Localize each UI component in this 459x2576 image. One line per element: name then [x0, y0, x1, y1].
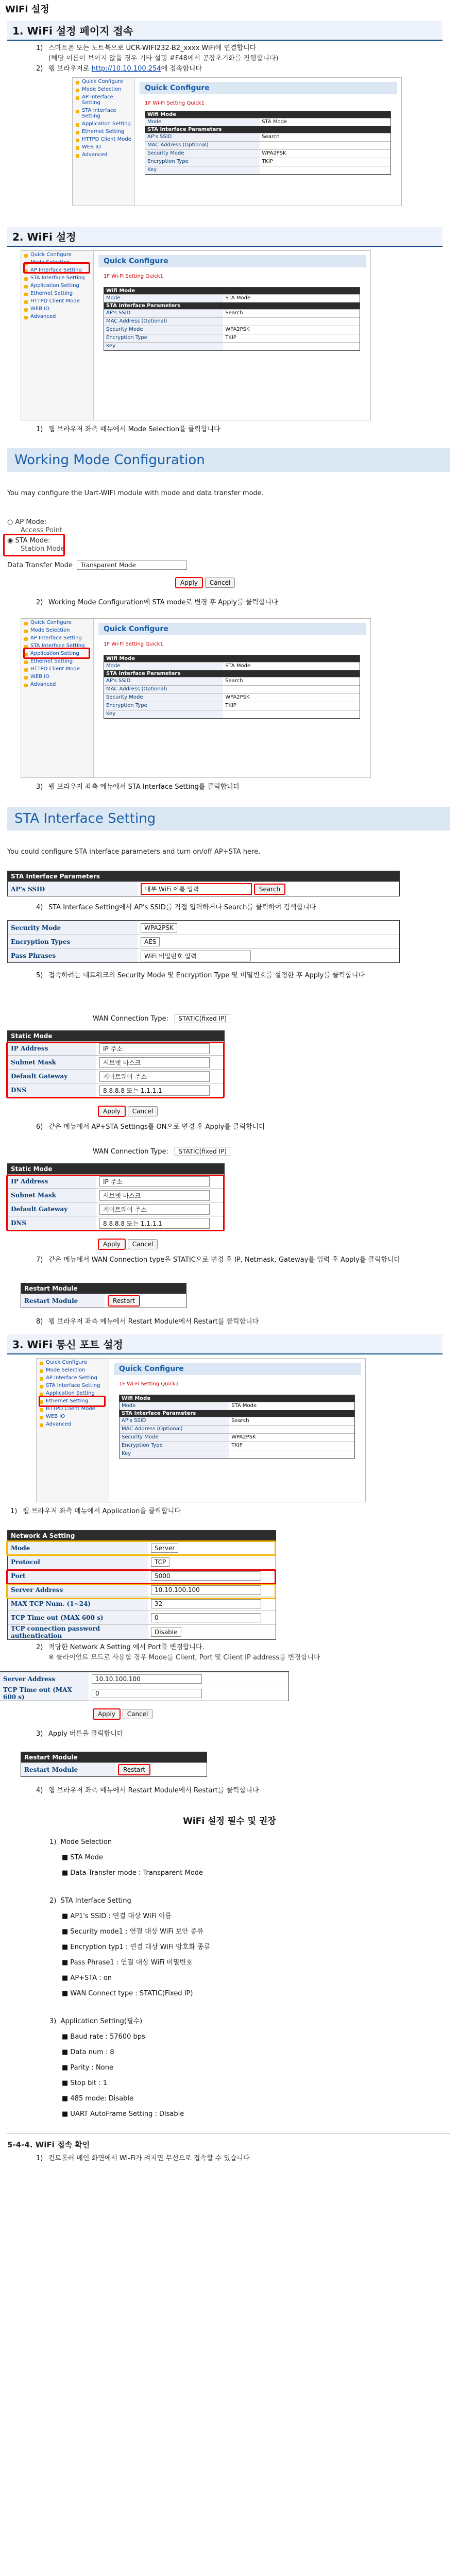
s4-item1b: ■ Data Transfer mode : Transparent Mode [62, 1869, 203, 1877]
sta-mode-sub: Station Mode [21, 545, 65, 553]
screenshot-quick-configure [72, 77, 402, 206]
menu-item[interactable]: Application Setting [21, 650, 93, 657]
config-url-link[interactable]: http://10.10.100.254 [91, 65, 161, 73]
highlight-mode-yellow [6, 1540, 276, 1556]
grid-key: AP's SSID [120, 1417, 229, 1425]
s2-step5 [36, 971, 438, 981]
pass-input[interactable]: WiFi 비밀번호 입력 [141, 951, 251, 961]
grid-key: Encryption Type [120, 1442, 229, 1450]
form-header: Restart Module [21, 1752, 207, 1762]
s4-item2f: ■ WAN Connect type : STATIC(Fixed IP) [62, 1990, 193, 1997]
menu-sidebar [21, 619, 94, 777]
grid-value[interactable]: WPA2PSK [231, 1434, 256, 1440]
ip-input[interactable]: IP 주소 [99, 1043, 210, 1054]
wm-buttons [175, 577, 235, 588]
menu-item[interactable]: Quick Configure [37, 1359, 109, 1366]
protocol-select[interactable]: TCP [151, 1557, 169, 1567]
wan-label: WAN Connection Type: [93, 1148, 168, 1156]
dns-input[interactable]: 8.8.8.8 또는 1.1.1.1 [99, 1085, 210, 1096]
s4-item3 [49, 2016, 142, 2027]
max-tcp-input[interactable]: 32 [151, 1599, 261, 1608]
step-text: 컨트롤러 메인 화면에서 Wi-Fi가 켜지면 무선으로 접속할 수 있습니다 [48, 2155, 250, 2162]
s2-step3 [36, 782, 438, 792]
grid-header: STA Interface Parameters [145, 126, 390, 133]
item-num: 2) [49, 1897, 57, 1905]
grid-key: MAC Address (Optional) [104, 318, 223, 326]
menu-item[interactable]: Ethernet Setting [21, 290, 93, 297]
wan-type-row-2 [93, 1147, 230, 1156]
grid-key: Encryption Type [145, 158, 260, 166]
grid-value[interactable]: STA Mode [231, 1403, 257, 1409]
grid-value[interactable]: STA Mode [262, 119, 287, 125]
step-num: 3) [36, 1730, 43, 1738]
restart-button[interactable]: Restart [118, 1764, 150, 1775]
highlight-static-fields-2 [6, 1175, 225, 1231]
grid-key: Key [145, 166, 260, 174]
menu-item[interactable]: Application Setting [21, 282, 93, 290]
apply-button[interactable]: Apply [93, 1708, 121, 1720]
grid-value[interactable]: WPA2PSK [225, 694, 250, 700]
tcp-pw-select[interactable]: Disable [151, 1628, 181, 1637]
wan-type-row-1 [93, 1014, 230, 1023]
s3-step2-sub: ※ 클라이언트 모드로 사용할 경우 Mode를 Client, Port 및 Client IP address를 변경합니다 [48, 1654, 320, 1662]
menu-item[interactable]: Application Setting [73, 120, 134, 128]
s2-step4 [36, 903, 438, 913]
s4-item2b: ■ Security mode1 : 연결 대상 WiFi 보안 종류 [62, 1928, 204, 1936]
qc-title: Quick Configure [114, 1363, 361, 1375]
grid-search-button[interactable]: Search [231, 1418, 249, 1423]
item-text: Mode Selection [60, 1838, 112, 1846]
tcp-pw-label: TCP connection password authentication [8, 1625, 148, 1639]
s3-step1 [10, 1506, 412, 1517]
step-text: 웹 브라우저 좌측 메뉴에서 STA Interface Setting를 클릭합니다 [48, 783, 240, 791]
mask-input[interactable]: 서브넷 마스크 [99, 1057, 210, 1068]
s4-item2a: ■ AP1's SSID : 연결 대상 WiFi 이름 [62, 1912, 172, 1920]
item-text: STA Interface Setting [60, 1897, 131, 1905]
wan-select[interactable]: STATIC(fixed IP) [175, 1014, 230, 1023]
apply-button[interactable]: Apply [175, 577, 203, 588]
screenshot-application-menu [36, 1358, 366, 1502]
gateway-label: Default Gateway [8, 1202, 96, 1216]
network-a-form-partial [0, 1671, 289, 1701]
sta-setting-desc: You could configure STA interface parameters and turn on/off AP+STA here. [7, 848, 261, 856]
step-num: 1) [36, 44, 43, 52]
grid-value[interactable]: WPA2PSK [262, 150, 286, 156]
grid-key: Security Mode [120, 1434, 229, 1442]
restart-label: Restart Module [21, 1294, 105, 1308]
qc-grid [119, 1395, 355, 1459]
qc-title: Quick Configure [98, 623, 366, 635]
cancel-button[interactable]: Cancel [128, 1106, 158, 1116]
menu-item[interactable]: HTTPD Client Mode [21, 665, 93, 673]
item-text: WAN Connect type : STATIC(Fixed IP) [70, 1990, 193, 1997]
wan-label: WAN Connection Type: [93, 1015, 168, 1023]
highlight-sta-interface [23, 648, 90, 659]
highlight-application [39, 1396, 106, 1407]
menu-item[interactable]: AP Interface Setting [21, 634, 93, 642]
grid-key: MAC Address (Optional) [104, 686, 223, 693]
menu-item[interactable]: STA Interface Setting [21, 274, 93, 282]
s4-item2c: ■ Encryption typ1 : 연결 대상 WiFi 암호화 종류 [62, 1943, 211, 1951]
qc-grid [145, 111, 391, 175]
timeout-label: TCP Time out (MAX 600 s) [8, 1611, 148, 1624]
menu-item[interactable]: AP Interface Setting [37, 1374, 109, 1382]
screenshot-mode-selection [21, 250, 371, 420]
s4-item3a: ■ Baud rate : 57600 bps [62, 2033, 145, 2041]
step-num: 5) [36, 972, 43, 979]
s1-step1-sub: (해당 이름이 보이지 않을 경우 기타 설명 #F48에서 공장초기화를 진행합니다) [48, 55, 279, 62]
wan-select[interactable]: STATIC(fixed IP) [175, 1147, 230, 1156]
ap-mode-option[interactable]: ○ AP Mode: [7, 518, 47, 526]
dns-input[interactable]: 8.8.8.8 또는 1.1.1.1 [99, 1218, 210, 1229]
step-num: 1) [10, 1507, 18, 1515]
s2-step1 [36, 425, 438, 435]
qc-grid [104, 287, 360, 351]
dtm-label: Data Transfer Mode [7, 562, 73, 569]
step-num: 6) [36, 1123, 43, 1131]
step-text: Apply 버튼을 클릭합니다 [48, 1730, 124, 1738]
sta-params-form [7, 871, 400, 896]
qc-title: Quick Configure [140, 82, 397, 94]
s4-item3d: ■ Stop bit : 1 [62, 2079, 107, 2087]
server-address-input[interactable]: 10.10.100.100 [151, 1585, 261, 1595]
step-text: 적당한 Network A Setting 에서 Port를 변경합니다. [48, 1643, 205, 1651]
highlight-static-fields [6, 1042, 225, 1098]
section-4-heading: WiFi 설정 필수 및 권장 [183, 1816, 276, 1826]
grid-key: MAC Address (Optional) [120, 1426, 229, 1433]
step-num: 4) [36, 1787, 43, 1794]
app-buttons [93, 1708, 152, 1720]
ip-input[interactable]: IP 주소 [99, 1176, 210, 1187]
dns-label: DNS [8, 1216, 96, 1230]
grid-key: Key [120, 1450, 229, 1458]
restart-label: Restart Module [21, 1763, 115, 1776]
grid-key: AP's SSID [145, 133, 260, 141]
step-text-post: 에 접속합니다 [161, 65, 202, 73]
ip-label: IP Address [8, 1042, 96, 1055]
server-address-label: Server Address [0, 1672, 89, 1686]
working-mode-desc: You may configure the Uart-WIFI module with mode and data transfer mode. [7, 489, 264, 497]
grid-key: Key [104, 710, 223, 718]
gateway-input[interactable]: 게이트웨이 주소 [99, 1071, 210, 1082]
grid-key: Encryption Type [104, 702, 223, 710]
max-tcp-label: MAX TCP Num. (1~24) [8, 1597, 148, 1611]
form-header: STA Interface Parameters [8, 871, 399, 882]
s2-step2 [36, 598, 438, 608]
s4-item1a: ■ STA Mode [62, 1854, 104, 1861]
s5-step1 [36, 2154, 438, 2164]
item-text: Parity : None [70, 2064, 113, 2072]
menu-item[interactable]: Ethernet Setting [73, 128, 134, 135]
mode-select[interactable]: Server [151, 1544, 178, 1553]
qc-wifi-label: 1F Wi-Fi Setting Quick1 [104, 274, 163, 279]
menu-item[interactable]: Application Setting [37, 1389, 109, 1397]
grid-key: Security Mode [104, 694, 223, 702]
restart-button[interactable]: Restart [108, 1295, 140, 1307]
cancel-button[interactable]: Cancel [128, 1239, 158, 1249]
item-text: AP1's SSID : 연결 대상 WiFi 이름 [70, 1912, 172, 1920]
s4-item3f: ■ UART AutoFrame Setting : Disable [62, 2110, 184, 2118]
s2-step6 [36, 1122, 438, 1132]
dtm-select[interactable]: Transparent Mode [77, 561, 187, 570]
highlight-sta-mode [3, 534, 65, 556]
ssid-input[interactable]: 내부 WiFi 이름 입력 [141, 883, 252, 895]
menu-item[interactable]: Quick Configure [21, 619, 93, 626]
qc-wifi-label: 1F Wi-Fi Setting Quick1 [145, 100, 205, 106]
menu-item[interactable]: Mode Selection [21, 626, 93, 634]
screenshot-sta-menu [21, 618, 371, 778]
dns-label: DNS [8, 1083, 96, 1097]
mode-label: Mode [8, 1541, 148, 1555]
mask-label: Subnet Mask [8, 1056, 96, 1069]
port-label: Port [8, 1569, 148, 1583]
item-text: 485 mode: Disable [70, 2095, 133, 2103]
grid-header: STA Interface Parameters [104, 302, 360, 309]
grid-header: STA Interface Parameters [104, 670, 360, 677]
step-text: 웹 브라우저 좌측 메뉴에서 Application을 클릭합니다 [23, 1507, 181, 1515]
item-text: STA Mode [70, 1854, 104, 1861]
menu-item[interactable]: HTTPD Client Mode [73, 135, 134, 143]
step-num: 2) [36, 599, 43, 606]
item-text: Pass Phrase1 : 연결 대상 WiFi 비밀번호 [70, 1959, 193, 1967]
security-form [7, 920, 400, 963]
static-buttons-2 [98, 1239, 158, 1250]
step-text: STA Interface Setting에서 AP's SSID를 직접 입력하거나 Search를 클릭하여 검색합니다 [48, 904, 316, 911]
doc-title: WiFi 설정 [5, 4, 49, 15]
mask-input[interactable]: 서브넷 마스크 [99, 1190, 210, 1201]
section-5-heading: 5-4-4. WiFi 접속 확인 [7, 2140, 90, 2149]
grid-value[interactable]: TKIP [225, 703, 236, 708]
item-text: Baud rate : 57600 bps [70, 2033, 145, 2041]
grid-search-button[interactable]: Search [225, 678, 243, 684]
step-num: 8) [36, 1318, 43, 1326]
qc-title: Quick Configure [98, 255, 366, 267]
grid-search-button[interactable]: Search [225, 310, 243, 316]
grid-key: Mode [120, 1402, 229, 1410]
static-buttons [98, 1106, 158, 1117]
menu-item[interactable]: Mode Selection [37, 1366, 109, 1374]
s3-step2 [36, 1642, 438, 1653]
sta-setting-title: STA Interface Setting [7, 807, 450, 831]
item-text: Encryption typ1 : 연결 대상 WiFi 암호화 종류 [70, 1943, 211, 1951]
encryption-label: Encryption Types [8, 935, 138, 948]
menu-item[interactable]: STA Interface Setting [73, 107, 134, 120]
menu-item[interactable]: Quick Configure [73, 78, 134, 86]
menu-item[interactable]: Advanced [37, 1420, 109, 1428]
grid-key: Mode [145, 118, 260, 126]
s4-item1 [49, 1837, 112, 1848]
step-num: 3) [36, 783, 43, 791]
section-2-heading: 2. WiFi 설정 [7, 227, 443, 247]
timeout-input[interactable]: 0 [151, 1613, 261, 1622]
item-text: Stop bit : 1 [70, 2079, 107, 2087]
form-header: Static Mode [8, 1031, 224, 1041]
highlight-port [6, 1569, 276, 1585]
apply-button[interactable]: Apply [98, 1239, 126, 1250]
security-mode-select[interactable]: WPA2PSK [141, 923, 177, 933]
grid-header: Wifi Mode [120, 1395, 354, 1402]
security-mode-label: Security Mode [8, 921, 138, 935]
menu-sidebar [73, 78, 135, 206]
step-num: 1) [36, 426, 43, 433]
menu-item[interactable]: Advanced [21, 313, 93, 320]
menu-item[interactable]: STA Interface Setting [37, 1382, 109, 1389]
menu-item[interactable]: Advanced [73, 151, 134, 159]
data-transfer-row [7, 561, 187, 570]
s2-step8 [36, 1317, 438, 1327]
ssid-label: AP's SSID [8, 882, 138, 896]
qc-wifi-label: 1F Wi-Fi Setting Quick1 [104, 641, 163, 647]
sta-mode-option[interactable]: ◉ STA Mode: [7, 537, 50, 545]
grid-value[interactable]: STA Mode [225, 663, 251, 669]
menu-item[interactable]: WEB IO [21, 673, 93, 681]
gateway-label: Default Gateway [8, 1070, 96, 1083]
grid-key: Security Mode [104, 326, 223, 334]
pass-label: Pass Phrases [8, 949, 138, 962]
step-text: 접속하려는 네트워크의 Security Mode 및 Encryption Type 및 비밀번호를 설정한 후 Apply를 클릭합니다 [48, 972, 365, 979]
grid-value[interactable]: STA Mode [225, 295, 251, 301]
grid-key: MAC Address (Optional) [145, 142, 260, 149]
server-address-label: Server Address [8, 1583, 148, 1597]
restart-form-2 [21, 1752, 207, 1777]
grid-header: Wifi Mode [104, 655, 360, 662]
highlight-server-yellow [6, 1584, 276, 1599]
grid-header: STA Interface Parameters [120, 1410, 354, 1417]
step-num: 2) [36, 1643, 43, 1651]
section-1-heading: 1. WiFi 설정 페이지 접속 [7, 21, 443, 41]
menu-item[interactable]: Mode Selection [73, 86, 134, 93]
ip-label: IP Address [8, 1175, 96, 1188]
menu-item[interactable]: Ethernet Setting [37, 1397, 109, 1405]
grid-value[interactable]: TKIP [225, 335, 236, 341]
step-text: 웹 브라우저 좌측 메뉴에서 Restart Module에서 Restart를 클릭합니다 [48, 1318, 259, 1326]
grid-key: AP's SSID [104, 310, 223, 317]
s3-step3 [36, 1729, 438, 1739]
step-text: 같은 메뉴에서 WAN Connection type을 STATIC으로 변경 후 IP, Netmask, Gateway를 입력 후 Apply를 클릭합니다 [48, 1256, 401, 1264]
qc-wifi-label: 1F Wi-Fi Setting Quick1 [119, 1381, 179, 1387]
step-text: 웹 브라우저 좌측 메뉴에서 Restart Module에서 Restart를 클릭합니다 [48, 1787, 259, 1794]
cancel-button[interactable]: Cancel [123, 1709, 153, 1719]
s2-step7 [36, 1255, 438, 1265]
menu-item[interactable]: AP Interface Setting [21, 266, 93, 274]
grid-key: Security Mode [145, 150, 260, 158]
restart-form [21, 1283, 186, 1308]
item-num: 1) [49, 1838, 57, 1846]
item-text: AP+STA : on [70, 1974, 112, 1982]
qc-grid [104, 655, 360, 719]
protocol-label: Protocol [8, 1555, 148, 1569]
step-num: 1) [36, 2155, 43, 2162]
menu-item[interactable]: HTTPD Client Mode [21, 297, 93, 305]
step-num: 7) [36, 1256, 43, 1264]
grid-key: AP's SSID [104, 677, 223, 685]
step-num: 4) [36, 904, 43, 911]
server-address-input[interactable]: 10.10.100.100 [92, 1674, 202, 1684]
menu-sidebar [37, 1359, 109, 1502]
menu-sidebar [21, 251, 94, 420]
s1-step1 [36, 43, 438, 54]
menu-item[interactable]: Ethernet Setting [21, 657, 93, 665]
search-button[interactable]: Search [254, 884, 285, 895]
menu-item[interactable]: Quick Configure [21, 251, 93, 259]
step-text: Working Mode Configuration에 STA mode로 변경 후 Apply를 클릭합니다 [48, 599, 278, 606]
form-header: Network A Setting [8, 1531, 276, 1541]
grid-key: Key [104, 343, 223, 350]
grid-header: Wifi Mode [104, 287, 360, 294]
timeout-input[interactable]: 0 [92, 1689, 202, 1698]
working-mode-title: Working Mode Configuration [7, 448, 450, 472]
step-num: 2) [36, 65, 43, 73]
s4-item3e: ■ 485 mode: Disable [62, 2095, 133, 2103]
menu-item[interactable]: STA Interface Setting [21, 642, 93, 650]
s4-item3c: ■ Parity : None [62, 2064, 113, 2072]
s1-step2 [36, 64, 438, 74]
item-text: Data num : 8 [70, 2048, 114, 2056]
menu-item[interactable]: WEB IO [73, 143, 134, 151]
form-header: Restart Module [21, 1283, 186, 1294]
item-num: 3) [49, 2018, 57, 2025]
grid-key: Mode [104, 663, 223, 670]
step-text: 같은 메뉴에서 AP+STA Settings를 ON으로 변경 후 Apply를 클릭합니다 [48, 1123, 265, 1131]
menu-item[interactable]: Mode Selection [21, 259, 93, 266]
ap-mode-sub: Access Point [21, 527, 62, 534]
sta-mode-label: STA Mode: [15, 537, 50, 545]
port-input[interactable]: 5000 [151, 1571, 261, 1581]
highlight-mode-selection [23, 262, 90, 274]
s4-item2d: ■ Pass Phrase1 : 연결 대상 WiFi 비밀번호 [62, 1959, 193, 1967]
menu-item[interactable]: HTTPD Client Mode [37, 1405, 109, 1413]
step-text: 웹 브라우저 좌측 메뉴에서 Mode Selection을 클릭합니다 [48, 426, 220, 433]
menu-item[interactable]: AP Interface Setting [73, 93, 134, 107]
ap-mode-label: AP Mode: [15, 518, 47, 526]
menu-item[interactable]: WEB IO [37, 1413, 109, 1420]
step-text: 스마트폰 또는 노트북으로 UCR-WIFI232-B2_xxxx WiFi에 연결합니다 [48, 44, 257, 52]
step-text: 웹 브라우저로 [48, 65, 90, 73]
menu-item[interactable]: WEB IO [21, 305, 93, 313]
s4-item3b: ■ Data num : 8 [62, 2048, 114, 2056]
s4-item2e: ■ AP+STA : on [62, 1974, 112, 1982]
grid-header: Wifi Mode [145, 111, 390, 118]
grid-key: Mode [104, 295, 223, 302]
section-3-heading: 3. WiFi 통신 포트 설정 [7, 1334, 443, 1354]
apply-button[interactable]: Apply [98, 1106, 126, 1117]
item-text: Security mode1 : 연결 대상 WiFi 보안 종류 [70, 1928, 204, 1936]
grid-value[interactable]: TKIP [231, 1443, 243, 1448]
grid-search-button[interactable]: Search [262, 134, 280, 140]
mask-label: Subnet Mask [8, 1189, 96, 1202]
s4-item2 [49, 1896, 131, 1906]
cancel-button[interactable]: Cancel [205, 578, 235, 588]
menu-item[interactable]: Advanced [21, 681, 93, 688]
grid-value[interactable]: TKIP [262, 159, 273, 164]
grid-key: Encryption Type [104, 334, 223, 342]
encryption-select[interactable]: AES [141, 937, 160, 946]
item-text: Data Transfer mode : Transparent Mode [70, 1869, 203, 1877]
timeout-label: TCP Time out (MAX 600 s) [0, 1686, 89, 1701]
s3-step4 [36, 1786, 438, 1796]
form-header: Static Mode [8, 1164, 224, 1174]
item-text: UART AutoFrame Setting : Disable [70, 2110, 184, 2118]
gateway-input[interactable]: 게이트웨이 주소 [99, 1204, 210, 1215]
grid-value[interactable]: WPA2PSK [225, 327, 250, 332]
item-text: Application Setting(필수) [60, 2018, 143, 2025]
